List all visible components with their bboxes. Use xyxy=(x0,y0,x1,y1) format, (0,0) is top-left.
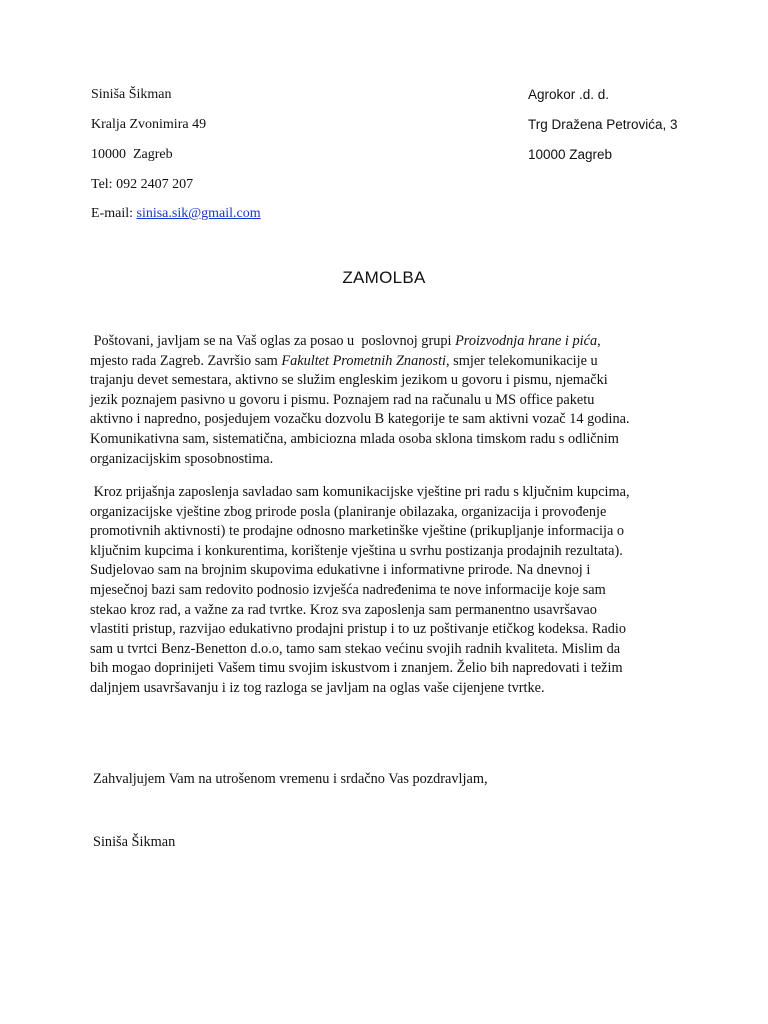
text-run: Poštovani, javljam se na Vaš oglas za posao u poslovnoj grupi xyxy=(90,333,456,349)
paragraph-line xyxy=(90,483,678,503)
sender-email-row xyxy=(91,205,261,222)
text-run: vlastiti pristup, razvijao edukativno prodajni pristup i to uz poštivanje etičkog kodeksa. Radio xyxy=(90,621,627,638)
text-run: daljnjem usavršavanju i iz tog razloga se javljam na oglas vaše cijenjene tvrtke. xyxy=(90,679,545,696)
text-run: bih mogao doprinijeti Vašem timu svojim iskustvom i znanjem. Želio bih napredovati i težim xyxy=(90,660,623,677)
text-run: stekao kroz rad, a važne za rad tvrtke. Kroz sva zaposlenja sam permanentno usavršavao xyxy=(90,601,597,618)
paragraph-line xyxy=(90,503,678,523)
paragraph-line xyxy=(90,450,678,470)
paragraph-line xyxy=(90,679,678,699)
text-run: organizacijske vještine zbog prirode posla (planiranje obilazaka, organizacija i provođenje xyxy=(90,503,607,520)
paragraph-line xyxy=(90,601,678,621)
text-run: sam u tvrtci Benz-Benetton d.o.o, tamo sam stekao većinu svojih radnih kvaliteta. Mislim da xyxy=(90,640,621,657)
text-run: organizacijskim sposobnostima. xyxy=(90,450,274,467)
sender-phone: Tel: 092 2407 207 xyxy=(91,177,194,192)
text-run: mjesečnoj bazi sam redovito podnosio izvješća nadređenima te nove informacije koje sam xyxy=(90,581,606,598)
text-run: , xyxy=(597,333,601,349)
text-run: , smjer telekomunikacije u xyxy=(446,352,598,369)
paragraph-line xyxy=(90,410,678,430)
text-run: Kroz prijašnja zaposlenja savladao sam komunikacijske vještine pri radu s ključnim kupcima, xyxy=(90,484,630,500)
letter-title-text: ZAMOLBA xyxy=(342,268,426,287)
recipient-street: Trg Dražena Petrovića, 3 xyxy=(528,117,678,132)
sender-name: Siniša Šikman xyxy=(91,87,172,102)
sender-email-label: E-mail: xyxy=(91,206,137,221)
sender-email-link[interactable]: sinisa.sik@gmail.com xyxy=(136,206,261,221)
paragraph-line xyxy=(90,620,678,640)
text-run: promotivnih aktivnosti) te prodajne odnosno marketinške vještine (prikupljanje informacija o xyxy=(90,523,625,540)
recipient-city: 10000 Zagreb xyxy=(528,147,613,162)
text-run: trajanju devet semestara, aktivno se služim engleskim jezikom u govoru i pismu, njemački xyxy=(90,372,608,389)
text-run: mjesto rada Zagreb. Završio sam xyxy=(90,352,282,369)
italic-phrase: Fakultet Prometnih Znanosti xyxy=(281,352,447,369)
paragraph-line xyxy=(90,391,678,411)
closing-thanks: Zahvaljujem Vam na utrošenom vremenu i srdačno Vas pozdravljam, xyxy=(93,771,488,787)
paragraph-line xyxy=(90,522,678,542)
paragraph-line xyxy=(90,561,678,581)
closing-signature: Siniša Šikman xyxy=(93,834,176,850)
letter-title xyxy=(0,268,768,288)
paragraph-line xyxy=(90,542,678,562)
sender-city: 10000 Zagreb xyxy=(91,147,173,162)
text-run: Komunikativna sam, sistematična, ambiciozna mlada osoba sklona timskom radu s odličnim xyxy=(90,430,619,447)
text-run: jezik poznajem pasivno u govoru i pismu. Poznajem rad na računalu u MS office paketu xyxy=(90,391,595,408)
body-paragraph-1 xyxy=(90,332,678,469)
recipient-company: Agrokor .d. d. xyxy=(528,87,610,102)
text-run: ključnim kupcima i konkurentima, korištenje vještina u svrhu postizanja prodajnih rezultata). xyxy=(90,542,623,559)
paragraph-line xyxy=(90,581,678,601)
paragraph-line xyxy=(90,659,678,679)
paragraph-line xyxy=(90,371,678,391)
sender-street: Kralja Zvonimira 49 xyxy=(91,117,207,132)
paragraph-line xyxy=(90,332,678,352)
text-run: Sudjelovao sam na brojnim skupovima edukativne i informativne prirode. Na dnevnoj i xyxy=(90,562,591,579)
italic-phrase: Proizvodnja hrane i pića xyxy=(455,333,598,349)
paragraph-line xyxy=(90,640,678,660)
text-run: aktivno i napredno, posjedujem vozačku dozvolu B kategorije te sam aktivni vozač 14 godina. xyxy=(90,411,630,428)
body-paragraph-2 xyxy=(90,483,678,699)
paragraph-line xyxy=(90,352,678,372)
paragraph-line xyxy=(90,430,678,450)
